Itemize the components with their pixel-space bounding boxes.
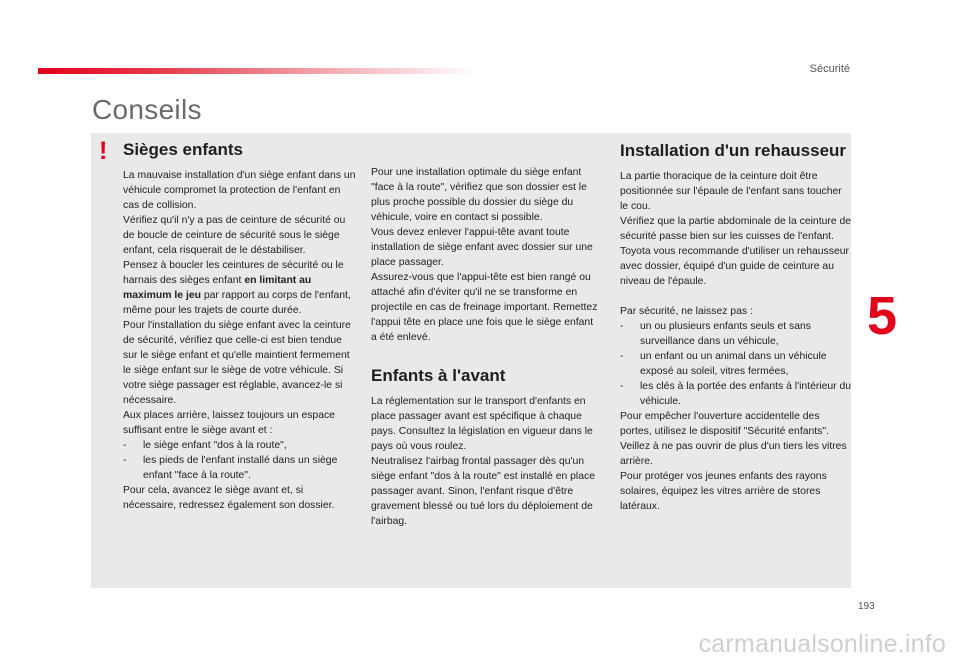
list-item-text: les pieds de l'enfant installé dans un siège enfant "face à la route". <box>143 455 338 481</box>
list-item-text: le siège enfant "dos à la route", <box>143 440 287 451</box>
paragraph: Veillez à ne pas ouvrir de plus d'un tiers les vitres arrière. <box>620 441 847 467</box>
list-item <box>620 349 852 379</box>
list-item <box>123 438 359 453</box>
text: Pensez à boucler les ceintures de sécurité ou le harnais des sièges enfant <box>123 260 344 286</box>
paragraph: Pour empêcher l'ouverture accidentelle des portes, utilisez le dispositif "Sécurité enfants". <box>620 411 829 437</box>
paragraph: La mauvaise installation d'un siège enfant dans un véhicule compromet la protection de l'enfant en cas de collision. <box>123 170 356 211</box>
heading-front-children: Enfants à l'avant <box>371 366 506 385</box>
paragraph: Vérifiez qu'il n'y a pas de ceinture de sécurité ou de boucle de ceinture de sécurité sous le siège enfant, cela risquerait de le déstabiliser. <box>123 215 346 256</box>
bold-text: en limitant au maximum le jeu <box>123 275 312 301</box>
list-marker: - <box>620 351 624 362</box>
paragraph: Par sécurité, ne laissez pas : <box>620 306 753 317</box>
heading-booster-seat: Installation d'un rehausseur <box>620 141 847 160</box>
heading-child-seats: Sièges enfants <box>123 140 243 159</box>
header-accent-bar <box>38 68 478 74</box>
list-item <box>620 379 852 409</box>
warning-icon: ! <box>99 137 108 165</box>
paragraph: La réglementation sur le transport d'enfants en place passager avant est spécifique à chaque pays. Consultez la législation en vigueur dans le pays où vous roulez. <box>371 396 593 452</box>
paragraph <box>123 258 359 318</box>
page-number: 193 <box>858 601 875 612</box>
paragraph: Vérifiez que la partie abdominale de la ceinture de sécurité passe bien sur les cuisses de l'enfant. <box>620 216 852 242</box>
list-marker: - <box>123 440 127 451</box>
column-booster-seat <box>620 141 852 514</box>
paragraph: Neutralisez l'airbag frontal passager dès qu'un siège enfant "dos à la route" est installé en place passager avant. Sinon, l'enfant risque d'être gravement blessé ou tué lors du déploiement de l'airbag. <box>371 456 595 527</box>
column-front-seat <box>371 165 599 529</box>
paragraph: Pour protéger vos jeunes enfants des rayons solaires, équipez les vitres arrière de stores latéraux. <box>620 471 827 512</box>
paragraph: Pour l'installation du siège enfant avec la ceinture de sécurité, vérifiez que celle-ci est bien tendue sur le siège enfant et qu'elle maintient fermement le siège enfant sur le siège de votre véhicule. Si votre siège passager est réglable, avancez-le si nécessaire. <box>123 320 351 406</box>
text: par rapport au corps de l'enfant, même pour les trajets de courte durée. <box>123 290 351 316</box>
list-marker: - <box>620 321 624 332</box>
list-item-text: un ou plusieurs enfants seuls et sans surveillance dans un véhicule, <box>640 321 811 347</box>
paragraph: Assurez-vous que l'appui-tête est bien rangé ou attaché afin d'éviter qu'il ne se transforme en projectile en cas de freinage important. Remettez l'appui tête en place une fois que le siège enfant a été enlevé. <box>371 272 598 343</box>
list-item-text: les clés à la portée des enfants à l'intérieur du véhicule. <box>640 381 852 407</box>
paragraph: Pour cela, avancez le siège avant et, si nécessaire, redressez également son dossier. <box>123 485 335 511</box>
chapter-number: 5 <box>867 286 898 346</box>
paragraph: Toyota vous recommande d'utiliser un rehausseur avec dossier, équipé d'un guide de ceinture au niveau de l'épaule. <box>620 246 849 287</box>
paragraph: Vous devez enlever l'appui-tête avant toute installation de siège enfant avec dossier sur une place passager. <box>371 227 593 268</box>
column-child-seats <box>123 140 359 513</box>
list-item <box>620 319 852 349</box>
paragraph: La partie thoracique de la ceinture doit être positionnée sur l'épaule de l'enfant sans toucher le cou. <box>620 171 842 212</box>
list-item-text: un enfant ou un animal dans un véhicule exposé au soleil, vitres fermées, <box>640 351 827 377</box>
list-marker: - <box>620 381 624 392</box>
spacer <box>620 289 852 304</box>
list-marker: - <box>123 455 127 466</box>
paragraph: Aux places arrière, laissez toujours un espace suffisant entre le siège avant et : <box>123 410 335 436</box>
watermark-link[interactable]: carmanualsonline.info <box>698 630 946 658</box>
paragraph: Pour une installation optimale du siège enfant "face à la route", vérifiez que son dossier est le plus proche possible du dossier du siège du véhicule, voire en contact si possible. <box>371 167 587 223</box>
page-title: Conseils <box>92 94 202 125</box>
section-label: Sécurité <box>809 63 850 75</box>
list-item <box>123 453 359 483</box>
